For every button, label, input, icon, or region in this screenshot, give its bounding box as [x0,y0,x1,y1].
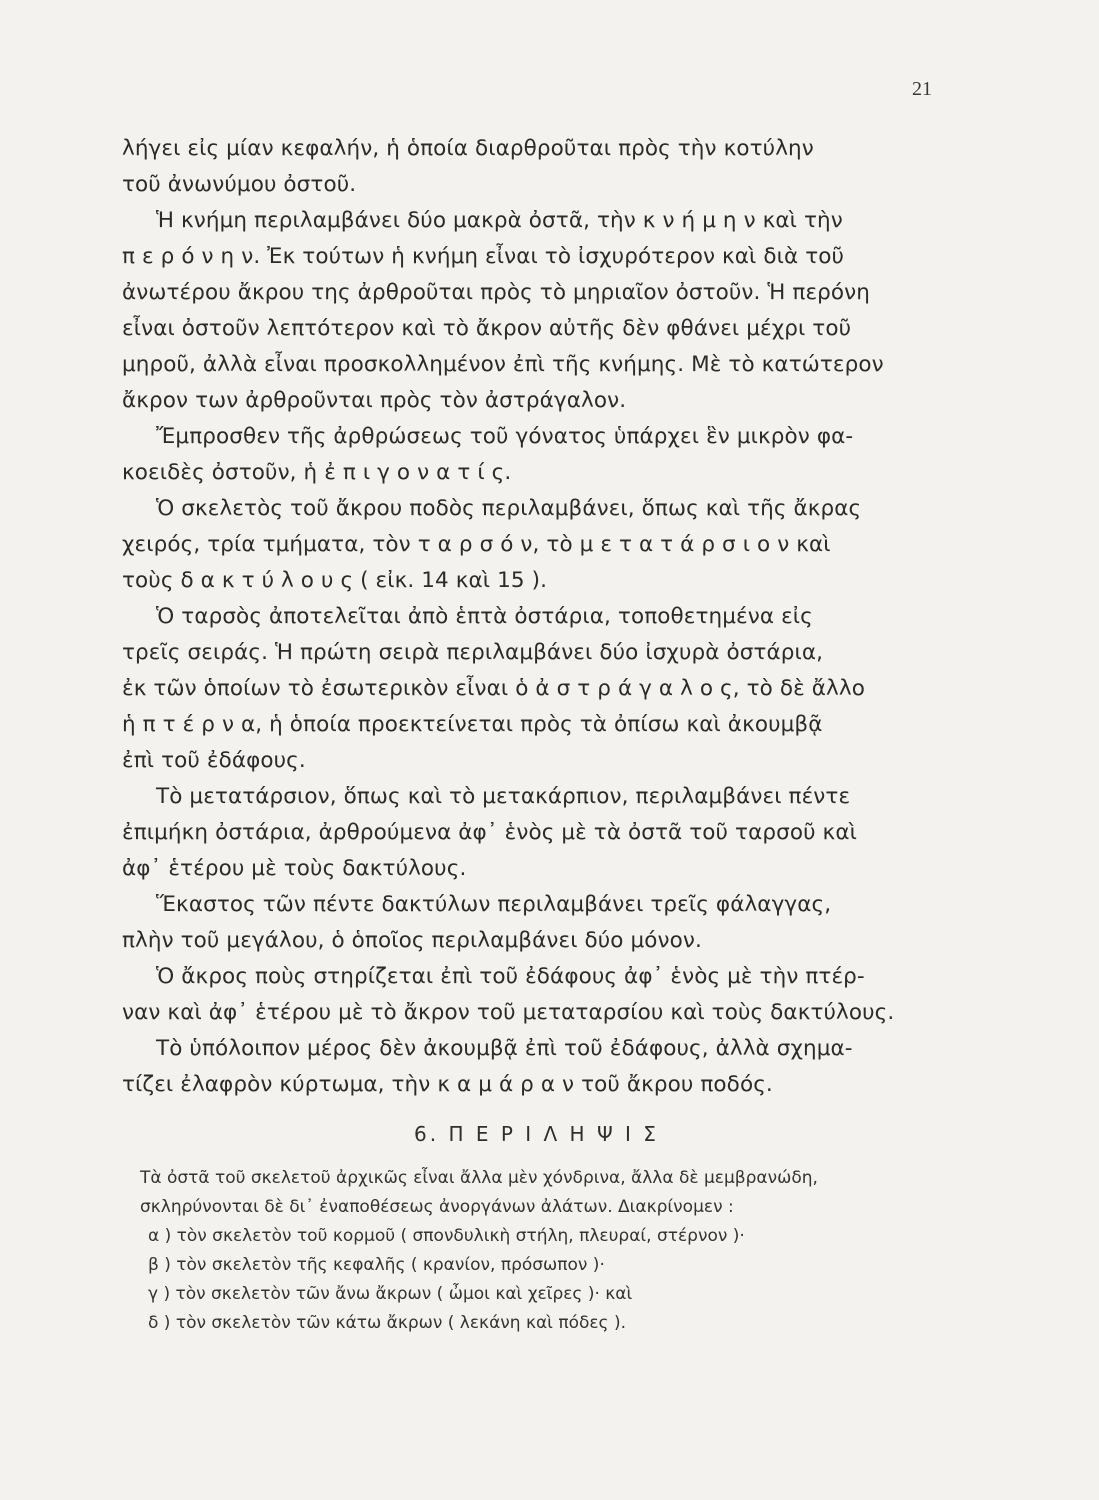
text-line: ναν καὶ ἀφ᾿ ἑτέρου μὲ τὸ ἄκρον τοῦ μεταταρσίου καὶ τοὺς δακτύλους. [122,1000,895,1025]
text-line: πλὴν τοῦ μεγάλου, ὁ ὁποῖος περιλαμβάνει δύο μόνον. [122,928,702,953]
text-line: Ἕκαστος τῶν πέντε δακτύλων περιλαμβάνει τρεῖς φάλαγγας, [156,892,832,917]
text-line: Τὸ μετατάρσιον, ὅπως καὶ τὸ μετακάρπιον, περιλαμβάνει πέντε [156,784,851,809]
text-line: ἡ π τ έ ρ ν α, ἡ ὁποία προεκτείνεται πρὸς τὰ ὀπίσω καὶ ἀκουμβᾷ [122,712,823,737]
text-line: ἀφ᾿ ἑτέρου μὲ τοὺς δακτύλους. [122,856,467,881]
section-title: Π Ε Ρ Ι Λ Η Ψ Ι Σ [448,1122,659,1146]
text-line: λήγει εἰς μίαν κεφαλήν, ἡ ὁποία διαρθροῦται πρὸς τὴν κοτύλην [122,136,814,161]
text-line: Τὸ ὑπόλοιπον μέρος δὲν ἀκουμβᾷ ἐπὶ τοῦ ἐδάφους, ἀλλὰ σχημα- [156,1036,853,1061]
text-line: μηροῦ, ἀλλὰ εἶναι προσκολλημένον ἐπὶ τῆς κνήμης. Μὲ τὸ κατώτερον [122,352,884,377]
page-number: 21 [912,78,932,100]
text-line: τίζει ἐλαφρὸν κύρτωμα, τὴν κ α μ ά ρ α ν τοῦ ἄκρου ποδός. [122,1072,773,1097]
text-line: κοειδὲς ὀστοῦν, ἡ ἐ π ι γ ο ν α τ ί ς. [122,460,512,485]
summary-line: σκληρύνονται δὲ δι᾿ ἐναποθέσεως ἀνοργάνων ἀλάτων. Διακρίνομεν : [140,1197,734,1217]
text-line: τοῦ ἀνωνύμου ὀστοῦ. [122,172,357,197]
body-text [122,131,952,1103]
summary-list-item: β ) τὸν σκελετὸν τῆς κεφαλῆς ( κρανίον, πρόσωπον )· [148,1255,605,1275]
summary-list-item: δ ) τὸν σκελετὸν τῶν κάτω ἄκρων ( λεκάνη καὶ πόδες ). [148,1313,626,1333]
summary-list-item: γ ) τὸν σκελετὸν τῶν ἄνω ἄκρων ( ὦμοι καὶ χεῖρες )· καὶ [148,1284,633,1304]
summary-line: Τὰ ὀστᾶ τοῦ σκελετοῦ ἀρχικῶς εἶναι ἄλλα μὲν χόνδρινα, ἄλλα δὲ μεμβρανώδη, [140,1168,818,1188]
text-line: ἐκ τῶν ὁποίων τὸ ἐσωτερικὸν εἶναι ὁ ἀ σ τ ρ ά γ α λ ο ς, τὸ δὲ ἄλλο [122,676,865,701]
summary-block [140,1164,950,1338]
text-line: Ὁ σκελετὸς τοῦ ἄκρου ποδὸς περιλαμβάνει, ὅπως καὶ τῆς ἄκρας [156,496,862,521]
text-line: ἐπιμήκη ὀστάρια, ἀρθρούμενα ἀφ᾿ ἑνὸς μὲ τὰ ὀστᾶ τοῦ ταρσοῦ καὶ [122,820,857,845]
text-line: ἀνωτέρου ἄκρου της ἀρθροῦται πρὸς τὸ μηριαῖον ὀστοῦν. Ἡ περόνη [122,280,871,305]
section-heading [414,1122,659,1146]
text-line: Ὁ ταρσὸς ἀποτελεῖται ἀπὸ ἑπτὰ ὀστάρια, τοποθετημένα εἰς [156,604,813,629]
text-line: τρεῖς σειράς. Ἡ πρώτη σειρὰ περιλαμβάνει δύο ἰσχυρὰ ὀστάρια, [122,640,824,665]
text-line: ἄκρον των ἀρθροῦνται πρὸς τὸν ἀστράγαλον. [122,388,627,413]
text-line: π ε ρ ό ν η ν. Ἐκ τούτων ἡ κνήμη εἶναι τὸ ἰσχυρότερον καὶ διὰ τοῦ [122,244,845,269]
summary-list-item: α ) τὸν σκελετὸν τοῦ κορμοῦ ( σπονδυλικὴ στήλη, πλευραί, στέρνον )· [148,1226,745,1246]
text-line: Ἔμπροσθεν τῆς ἀρθρώσεως τοῦ γόνατος ὑπάρχει ἓν μικρὸν φα- [156,424,854,449]
text-line: χειρός, τρία τμήματα, τὸν τ α ρ σ ό ν, τὸ μ ε τ α τ ά ρ σ ι ο ν καὶ [122,532,831,557]
text-line: εἶναι ὀστοῦν λεπτότερον καὶ τὸ ἄκρον αὐτῆς δὲν φθάνει μέχρι τοῦ [122,316,852,341]
text-line: ἐπὶ τοῦ ἐδάφους. [122,748,306,773]
section-number: 6. [414,1122,440,1146]
text-line: τοὺς δ α κ τ ύ λ ο υ ς ( εἰκ. 14 καὶ 15 ). [122,568,548,593]
text-line: Ἡ κνήμη περιλαμβάνει δύο μακρὰ ὀστᾶ, τὴν κ ν ή μ η ν καὶ τὴν [156,208,843,233]
text-line: Ὁ ἄκρος ποὺς στηρίζεται ἐπὶ τοῦ ἐδάφους ἀφ᾿ ἑνὸς μὲ τὴν πτέρ- [156,964,865,989]
